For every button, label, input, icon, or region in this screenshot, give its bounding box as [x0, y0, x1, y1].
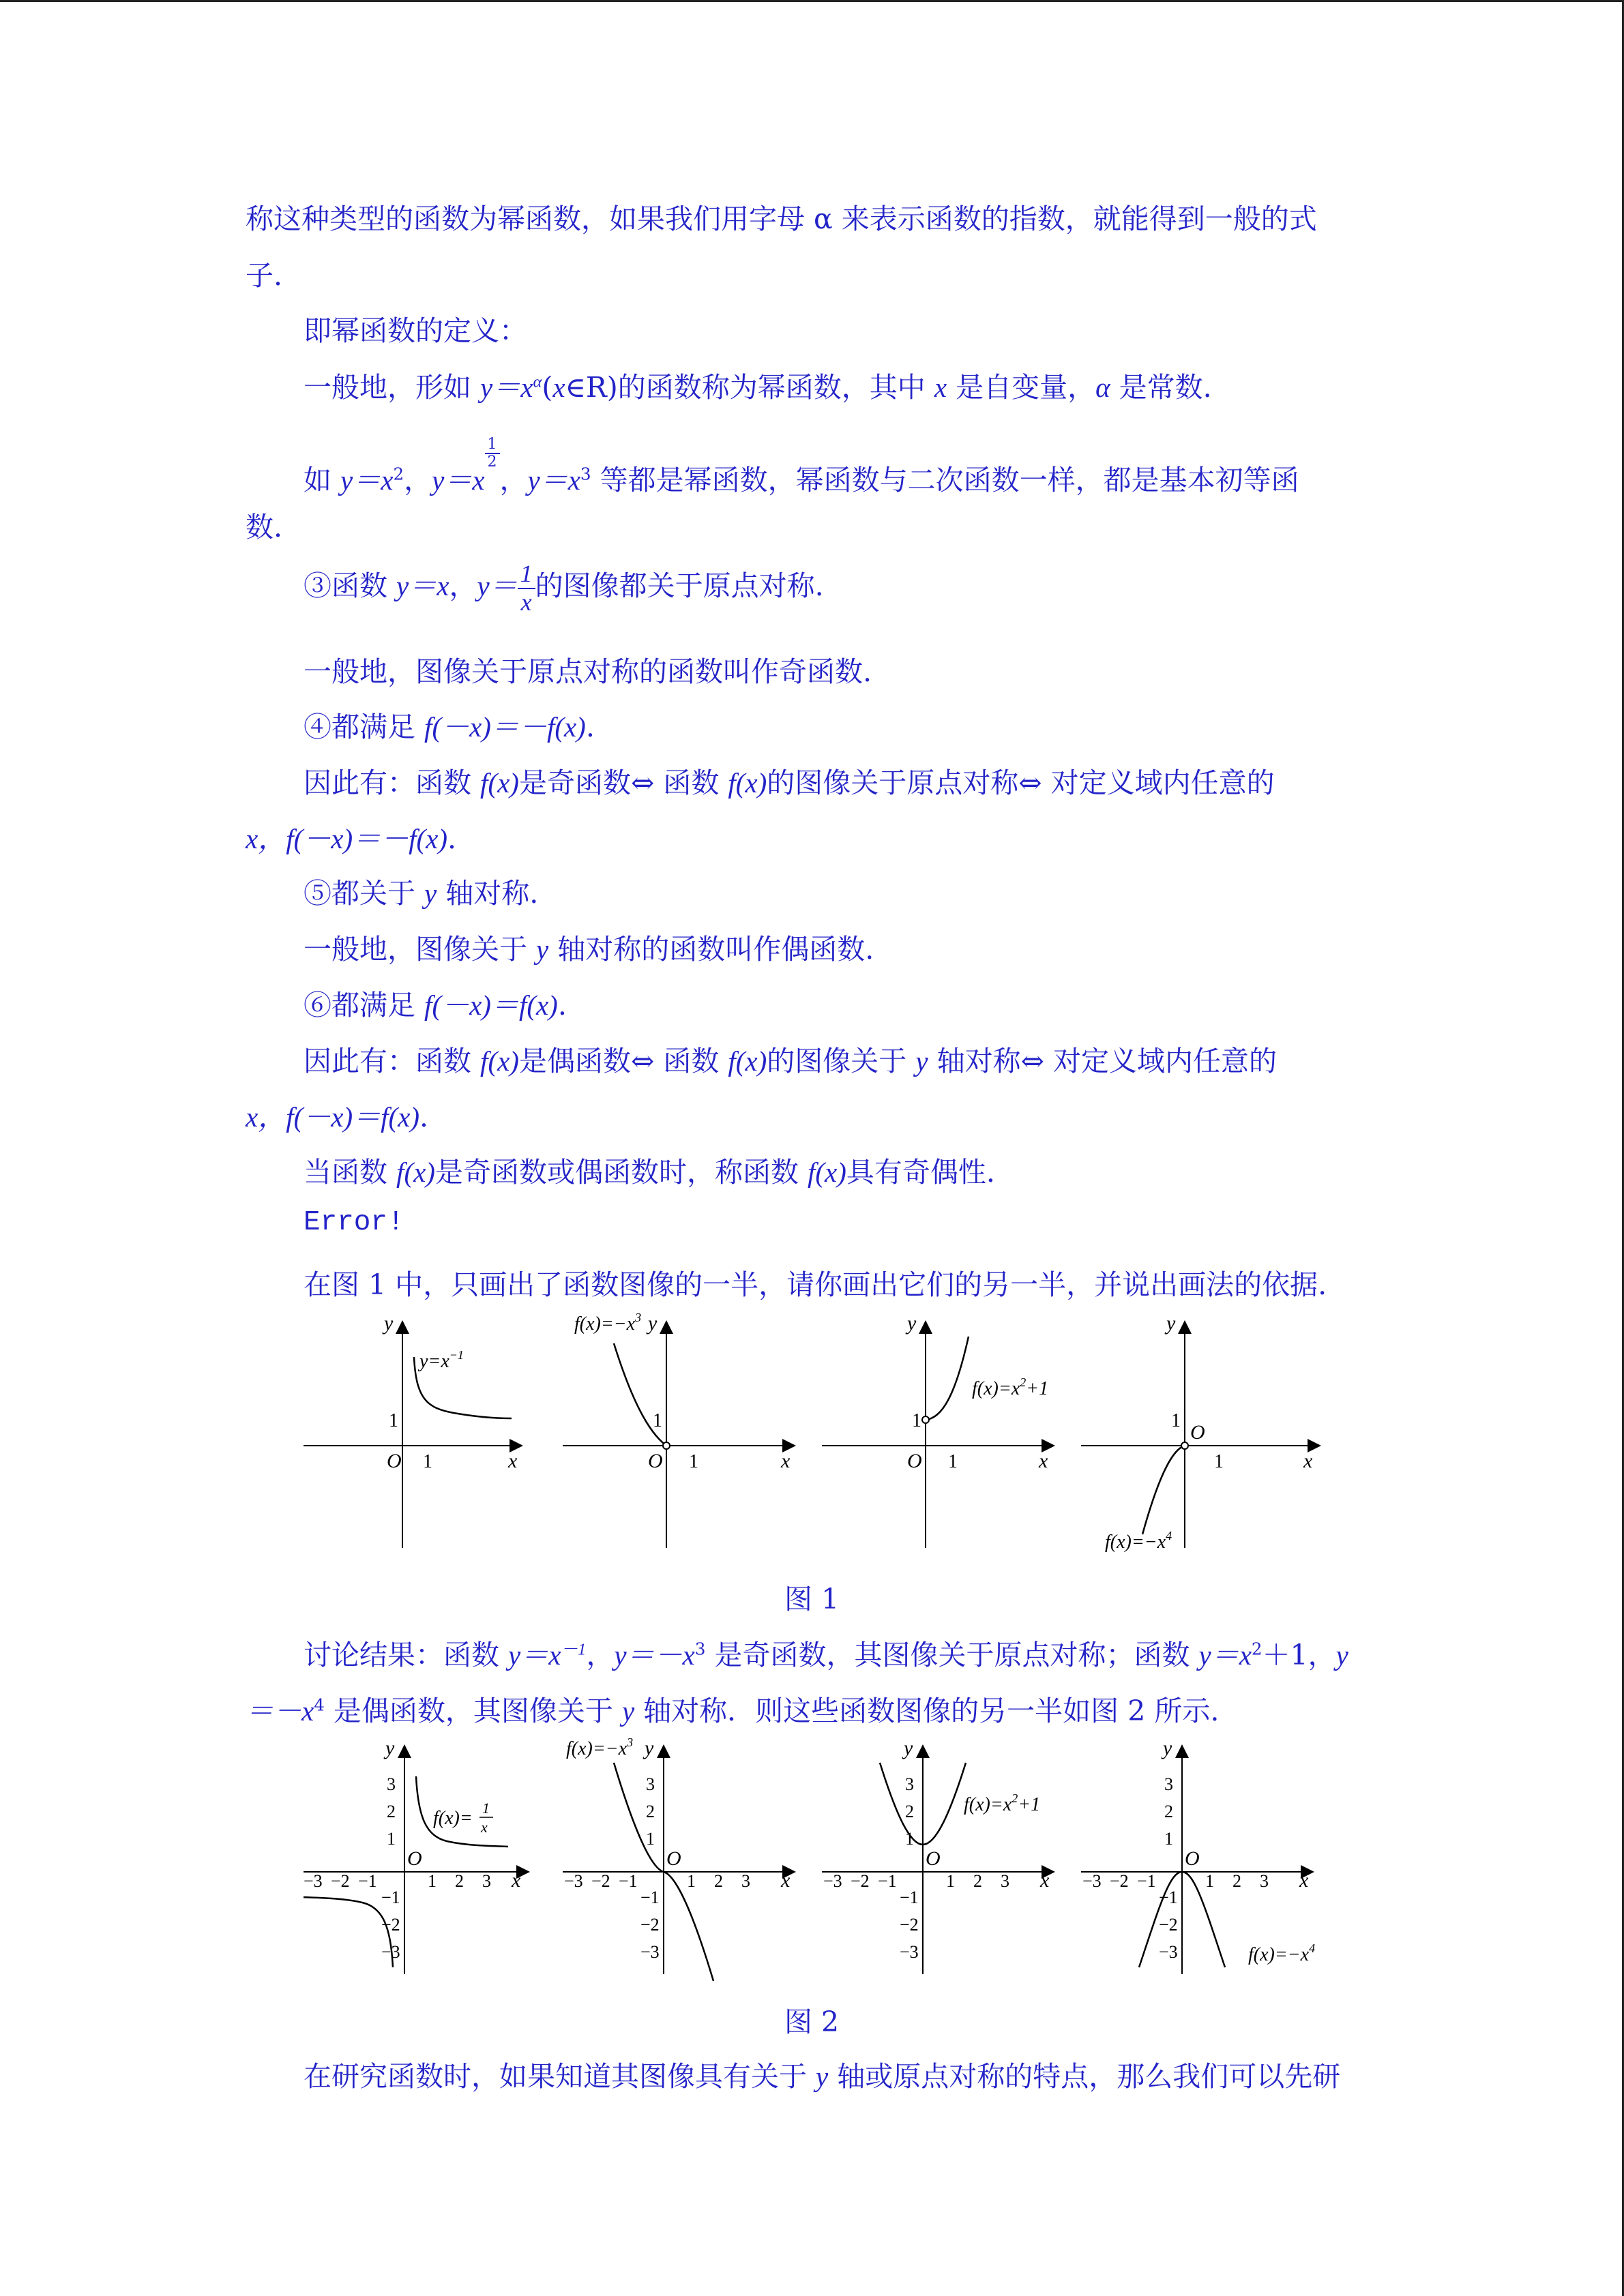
- label-sup: 2: [1020, 1375, 1027, 1389]
- math: y＝x: [527, 464, 580, 496]
- origin-label: O: [1185, 1847, 1200, 1870]
- tick-label: 3: [1001, 1871, 1009, 1891]
- tick-label: −2: [900, 1915, 919, 1935]
- origin-label: O: [1190, 1421, 1205, 1444]
- label-tail: +1: [1018, 1794, 1041, 1815]
- tick-label: −2: [381, 1915, 400, 1935]
- text: 当函数: [304, 1156, 397, 1189]
- text: 的图像关于原点对称⇔ 对定义域内任意的: [767, 766, 1275, 799]
- label-text: y=x: [419, 1351, 449, 1372]
- text: 一般地，形如: [304, 371, 481, 404]
- fig2-panel-1: [304, 1737, 529, 1974]
- text: ∈R)的函数称为幂函数，其中: [565, 371, 934, 404]
- tick-label: 1: [689, 1451, 698, 1472]
- text: .: [585, 711, 595, 743]
- text: ，: [449, 569, 477, 603]
- text: 的图像都关于原点对称.: [535, 569, 824, 603]
- fig2-curve-1-label: f(x)=: [433, 1808, 473, 1829]
- text: ③函数: [304, 569, 397, 603]
- label-tail: +1: [1026, 1378, 1049, 1399]
- math-sup: 3: [580, 464, 591, 484]
- math-sup: 2: [1251, 1639, 1263, 1659]
- fig2-curve-2-label: [566, 1735, 633, 1759]
- fig2-curve-1-label-num: 1: [482, 1800, 490, 1817]
- math: y＝x: [1198, 1639, 1252, 1671]
- origin-label: O: [407, 1847, 422, 1870]
- math: y: [424, 878, 437, 909]
- text: (: [542, 371, 553, 404]
- math: y＝x: [340, 464, 394, 496]
- math: f(x): [480, 767, 519, 799]
- math: ＝－x: [246, 1695, 314, 1727]
- math: y: [536, 934, 549, 965]
- text: 轴对称．则这些函数图像的另一半如图 2 所示.: [634, 1695, 1220, 1727]
- math: f(x): [480, 1045, 519, 1077]
- tick-label: −1: [1137, 1871, 1156, 1891]
- label-text: f(x)=−x: [574, 1313, 636, 1335]
- axis-label-x: x: [512, 1869, 521, 1892]
- text: 是奇函数⇔ 函数: [518, 766, 728, 799]
- text: 是偶函数，其图像关于: [324, 1695, 622, 1727]
- fig1-curve-4: [1142, 1446, 1185, 1534]
- math: x: [552, 372, 565, 403]
- axis-label-x: x: [1303, 1450, 1313, 1472]
- tick-label: 3: [741, 1871, 750, 1891]
- tick-label: 1: [905, 1829, 914, 1849]
- origin-label: O: [387, 1450, 402, 1472]
- tick-label: 2: [1232, 1871, 1241, 1891]
- tick-label: 3: [646, 1774, 655, 1794]
- math-sup: α: [533, 372, 542, 391]
- parity-definition: [304, 1150, 995, 1190]
- text: 等都是幂函数，幂函数与二次函数一样，都是基本初等函: [591, 464, 1299, 497]
- definition-statement: [304, 365, 1212, 405]
- tick-label: −3: [381, 1942, 400, 1962]
- text: .: [447, 822, 457, 855]
- math-sup: 3: [694, 1639, 706, 1659]
- axis-label-y: y: [648, 1312, 658, 1335]
- axis-label-y: y: [384, 1312, 394, 1335]
- tick-label: 2: [973, 1871, 982, 1891]
- text: 具有奇偶性.: [846, 1156, 995, 1189]
- tick-label: 3: [905, 1774, 914, 1794]
- tick-label: 3: [387, 1774, 396, 1794]
- even-equivalence-line1: [304, 1039, 1277, 1079]
- axis-label-x: x: [1299, 1869, 1309, 1892]
- tick-label: 1: [387, 1829, 396, 1849]
- tick-label: 1: [646, 1829, 655, 1849]
- examples-line2: 数.: [246, 511, 283, 543]
- axis-label-x: x: [1040, 1869, 1050, 1892]
- figure-1: [304, 1309, 1381, 1562]
- axis-label-y: y: [385, 1737, 395, 1759]
- odd-condition: [304, 704, 595, 745]
- math: y＝－x: [614, 1639, 695, 1671]
- fig1-curve-1-label: [417, 1348, 464, 1372]
- fig1-curve-2-label: [574, 1311, 641, 1335]
- discussion-line2: [246, 1688, 1219, 1729]
- figure-2-caption: 图 2: [784, 2006, 840, 2038]
- text: .: [557, 989, 567, 1022]
- tick-label: −2: [591, 1871, 610, 1891]
- math: y: [1335, 1639, 1348, 1671]
- label-text: f(x)=−x: [1105, 1532, 1166, 1553]
- math: y＝: [477, 570, 518, 602]
- text: 讨论结果：函数: [304, 1639, 509, 1671]
- fig2-panel-3: [822, 1737, 1054, 1974]
- tick-label: −2: [640, 1915, 660, 1935]
- label-sup: −1: [449, 1348, 464, 1362]
- axis-label-x: x: [781, 1869, 791, 1892]
- tick-label: 1: [946, 1871, 955, 1891]
- text: 轴对称的函数叫作偶函数.: [548, 933, 874, 966]
- tick-label: 2: [455, 1871, 464, 1891]
- text: 是常数.: [1110, 371, 1212, 404]
- axis-label-x: x: [508, 1450, 518, 1472]
- tick-label: 1: [1205, 1871, 1214, 1891]
- paragraph-odd-example: [304, 561, 824, 616]
- math-sup: －1: [561, 1640, 587, 1659]
- closing-paragraph: [304, 2054, 1340, 2094]
- origin-label: O: [926, 1847, 941, 1870]
- text: 一般地，图像关于: [304, 933, 537, 966]
- math: f(－x)＝－f(x): [424, 711, 586, 743]
- text: 是奇函数，其图像关于原点对称；函数: [705, 1639, 1199, 1671]
- math: y＝x: [396, 570, 449, 602]
- tick-label: 1: [1214, 1451, 1224, 1472]
- math: y: [621, 1695, 635, 1727]
- tick-label: −2: [331, 1871, 350, 1891]
- axis-label-y: y: [645, 1737, 654, 1759]
- math-sup: 2: [393, 464, 404, 484]
- even-equivalence-line2: [246, 1094, 428, 1135]
- text: ，: [404, 464, 432, 497]
- label-text: f(x)=−x: [1248, 1944, 1310, 1965]
- text: 是自变量，: [947, 371, 1096, 404]
- fig1-curve-4-label: [1105, 1529, 1172, 1553]
- text: 在研究函数时，如果知道其图像具有关于: [304, 2060, 816, 2093]
- text: 轴对称.: [437, 877, 539, 910]
- text: ，: [586, 1639, 615, 1671]
- odd-equivalence-line2: [246, 816, 456, 856]
- denominator: 2: [487, 453, 497, 471]
- math: f(x): [728, 767, 767, 799]
- tick-label: −1: [1159, 1888, 1178, 1907]
- denominator: x: [520, 588, 532, 616]
- tick-label: −1: [619, 1871, 638, 1891]
- text: ⑥都满足: [304, 989, 425, 1022]
- fig1-curve-3: [926, 1337, 969, 1420]
- axis-label-y: y: [1166, 1312, 1176, 1335]
- tick-label: 3: [1260, 1871, 1269, 1891]
- tick-label: −2: [851, 1871, 870, 1891]
- tick-label: −2: [1159, 1915, 1178, 1935]
- origin-label: O: [907, 1450, 922, 1472]
- tick-label: −2: [1110, 1871, 1129, 1891]
- top-border: [0, 0, 1624, 2]
- text: 是偶函数⇔ 函数: [518, 1045, 728, 1077]
- odd-function-definition: 一般地，图像关于原点对称的函数叫作奇函数.: [304, 655, 872, 688]
- definition-heading: 即幂函数的定义：: [304, 314, 527, 347]
- tick-label: 1: [428, 1871, 437, 1891]
- axis-label-y: y: [904, 1737, 913, 1759]
- origin-label: O: [666, 1847, 681, 1870]
- fig2-curve-1-label-den: x: [481, 1819, 488, 1836]
- math: y: [816, 2061, 829, 2092]
- math: f(x): [728, 1045, 767, 1077]
- text: 因此有：函数: [304, 1045, 481, 1077]
- math: x，f(－x)＝f(x): [246, 1101, 419, 1133]
- tick-label: −1: [900, 1888, 919, 1907]
- tick-label: −3: [900, 1942, 919, 1962]
- math: x，f(－x)＝－f(x): [246, 823, 447, 854]
- tick-label: 1: [653, 1410, 662, 1431]
- tick-label: −1: [640, 1888, 660, 1907]
- text: ④都满足: [304, 711, 425, 743]
- odd-equivalence-line1: [304, 760, 1275, 801]
- figure-2: [304, 1735, 1381, 1981]
- label-sup: 3: [635, 1311, 642, 1324]
- discussion-line1: [304, 1632, 1348, 1673]
- label-text: f(x)=x: [972, 1378, 1020, 1399]
- examples-line1: [304, 436, 1299, 498]
- tick-label: −3: [564, 1871, 583, 1891]
- axis-label-x: x: [781, 1450, 791, 1472]
- axis-label-y: y: [907, 1312, 917, 1335]
- text: 因此有：函数: [304, 766, 481, 799]
- fig1-panel-3: [822, 1312, 1054, 1548]
- text: ＋1，: [1262, 1639, 1336, 1671]
- tick-label: −1: [878, 1871, 897, 1891]
- tick-label: 3: [1164, 1774, 1173, 1794]
- math: α: [1095, 372, 1110, 403]
- math: x: [934, 372, 947, 403]
- tick-label: 2: [714, 1871, 723, 1891]
- math: f(－x)＝f(x): [424, 989, 558, 1021]
- figure-1-caption: 图 1: [784, 1583, 840, 1615]
- math: f(x): [808, 1157, 846, 1188]
- text: 轴或原点对称的特点，那么我们可以先研: [828, 2060, 1341, 2093]
- paragraph-intro-line2: 子.: [246, 259, 283, 292]
- tick-label: 2: [905, 1802, 914, 1821]
- text: 如: [304, 464, 341, 497]
- text: ，: [499, 464, 528, 497]
- tick-label: 1: [389, 1410, 398, 1431]
- math: y＝x: [432, 464, 485, 496]
- error-text: Error!: [304, 1207, 404, 1238]
- tick-label: 3: [482, 1871, 491, 1891]
- numerator: 1: [485, 436, 500, 454]
- label-sup: 4: [1309, 1941, 1316, 1955]
- tick-label: −3: [823, 1871, 842, 1891]
- tick-label: −3: [1082, 1871, 1102, 1891]
- exponent-fraction: [485, 436, 500, 471]
- tick-label: 2: [1164, 1802, 1173, 1821]
- tick-label: −1: [381, 1888, 400, 1907]
- even-function-definition: [304, 927, 874, 967]
- tick-label: −1: [358, 1871, 377, 1891]
- tick-label: 1: [423, 1451, 432, 1472]
- math: y＝x: [480, 372, 533, 403]
- text: 是奇函数或偶函数时，称函数: [434, 1156, 808, 1189]
- fig2-panel-2: [563, 1735, 795, 1981]
- tick-label: −3: [640, 1942, 660, 1962]
- fig1-panel-4: [1081, 1312, 1320, 1553]
- figure-2-svg: [304, 1735, 1381, 1981]
- tick-label: 1: [687, 1871, 696, 1891]
- tick-label: 1: [1171, 1410, 1181, 1431]
- fig2-panel-4: [1081, 1737, 1315, 1974]
- label-sup: 2: [1012, 1791, 1018, 1805]
- text: ⑤都关于: [304, 877, 425, 910]
- math: y＝x: [508, 1639, 561, 1671]
- figure-1-svg: [304, 1309, 1381, 1562]
- text: .: [419, 1101, 429, 1133]
- fig2-curve-3-label: [964, 1791, 1040, 1815]
- tick-label: 1: [912, 1410, 921, 1431]
- math-sup: 4: [314, 1695, 325, 1715]
- tick-label: 1: [948, 1451, 958, 1472]
- axis-label-y: y: [1163, 1737, 1172, 1759]
- even-example: [304, 871, 538, 911]
- fig2-curve-1b: [304, 1897, 393, 1967]
- fig1-curve-3-label: [972, 1375, 1048, 1399]
- fig1-panel-1: [304, 1312, 522, 1548]
- exercise-prompt: 在图 1 中，只画出了函数图像的一半，请你画出它们的另一半，并说出画法的依据.: [304, 1268, 1327, 1301]
- label-sup: 3: [627, 1735, 634, 1749]
- label-text: f(x)=−x: [566, 1738, 628, 1759]
- tick-label: 2: [387, 1802, 396, 1821]
- origin-label: O: [648, 1450, 663, 1472]
- fig2-curve-4-label: [1248, 1941, 1315, 1965]
- math: f(x): [396, 1157, 435, 1188]
- fig1-panel-2: [563, 1311, 795, 1548]
- text: 的图像关于: [767, 1045, 916, 1077]
- axis-label-x: x: [1039, 1450, 1048, 1472]
- tick-label: 2: [646, 1802, 655, 1821]
- math: y: [915, 1045, 928, 1077]
- even-condition: [304, 983, 567, 1023]
- label-text: f(x)=x: [964, 1794, 1012, 1815]
- text: 轴对称⇔ 对定义域内任意的: [928, 1045, 1277, 1077]
- tick-label: 1: [1164, 1829, 1173, 1849]
- tick-label: −3: [1159, 1942, 1178, 1962]
- paragraph-intro-line1: 称这种类型的函数为幂函数，如果我们用字母 α 来表示函数的指数，就能得到一般的式: [246, 203, 1317, 235]
- label-sup: 4: [1166, 1529, 1172, 1542]
- fraction-1-over-x: [518, 561, 535, 616]
- numerator: 1: [518, 561, 535, 589]
- tick-label: −3: [304, 1871, 323, 1891]
